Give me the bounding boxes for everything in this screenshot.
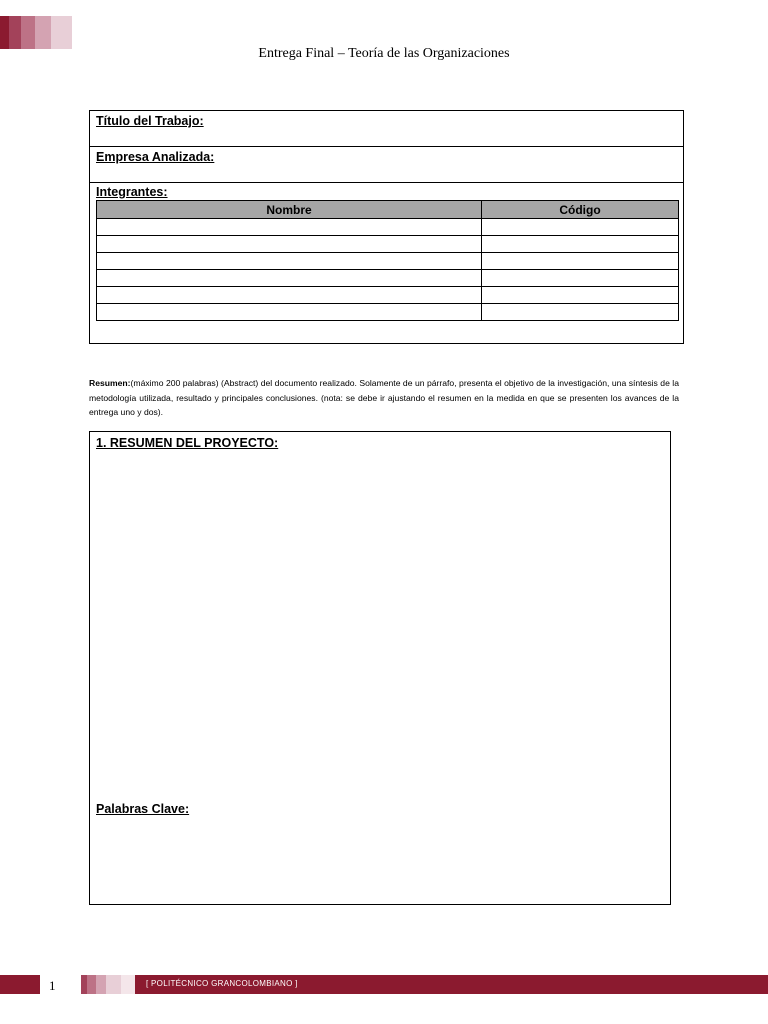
resumen-label: Resumen:: [89, 378, 131, 388]
corner-square: [0, 16, 9, 49]
project-summary-box[interactable]: [89, 431, 671, 905]
footer-bar-left: [0, 975, 40, 994]
corner-square: [21, 16, 35, 49]
codigo-cell[interactable]: [482, 287, 679, 304]
footer-square: [121, 975, 135, 994]
nombre-cell[interactable]: [97, 270, 482, 287]
keywords-label: Palabras Clave:: [96, 802, 190, 816]
members-table: [96, 200, 679, 321]
table-header-row: [97, 201, 679, 219]
nombre-cell[interactable]: [97, 219, 482, 236]
nombre-cell[interactable]: [97, 304, 482, 321]
footer-square: [87, 975, 96, 994]
table-row: [97, 236, 679, 253]
footer-square: [96, 975, 106, 994]
codigo-cell[interactable]: [482, 219, 679, 236]
resumen-instructions: (máximo 200 palabras) (Abstract) del documento realizado. Solamente de un párrafo, presenta el objetivo de la investigación, una síntesis de la metodología utilizada, resultado y principales conclusiones. (nota: se debe ir ajustando el resumen en la medida en que se presenten los avances de la entrega uno y dos).: [89, 378, 679, 417]
table-row: [97, 270, 679, 287]
project-summary-title: 1. RESUMEN DEL PROYECTO:: [96, 436, 279, 450]
info-box: [89, 110, 684, 344]
codigo-cell[interactable]: [482, 304, 679, 321]
codigo-cell[interactable]: [482, 236, 679, 253]
nombre-cell[interactable]: [97, 253, 482, 270]
footer-decoration: [81, 975, 135, 994]
titulo-label: Título del Trabajo:: [96, 114, 204, 128]
table-row: [97, 287, 679, 304]
resumen-paragraph: [89, 376, 679, 420]
header-codigo: Código: [482, 201, 679, 219]
institution-name: [ POLITÉCNICO GRANCOLOMBIANO ]: [146, 979, 298, 988]
titulo-row: [90, 111, 683, 147]
corner-square: [51, 16, 72, 49]
table-row: [97, 304, 679, 321]
corner-square: [35, 16, 51, 49]
empresa-row: [90, 147, 683, 183]
nombre-cell[interactable]: [97, 236, 482, 253]
table-row: [97, 253, 679, 270]
header-nombre: Nombre: [97, 201, 482, 219]
codigo-cell[interactable]: [482, 270, 679, 287]
footer-square: [106, 975, 121, 994]
header-decoration: [0, 16, 72, 49]
document-title: Entrega Final – Teoría de las Organizaciones: [258, 46, 510, 61]
integrantes-label: Integrantes:: [96, 185, 168, 199]
empresa-label: Empresa Analizada:: [96, 150, 215, 164]
codigo-cell[interactable]: [482, 253, 679, 270]
table-row: [97, 219, 679, 236]
corner-square: [9, 16, 21, 49]
page-number: 1: [49, 978, 56, 993]
nombre-cell[interactable]: [97, 287, 482, 304]
